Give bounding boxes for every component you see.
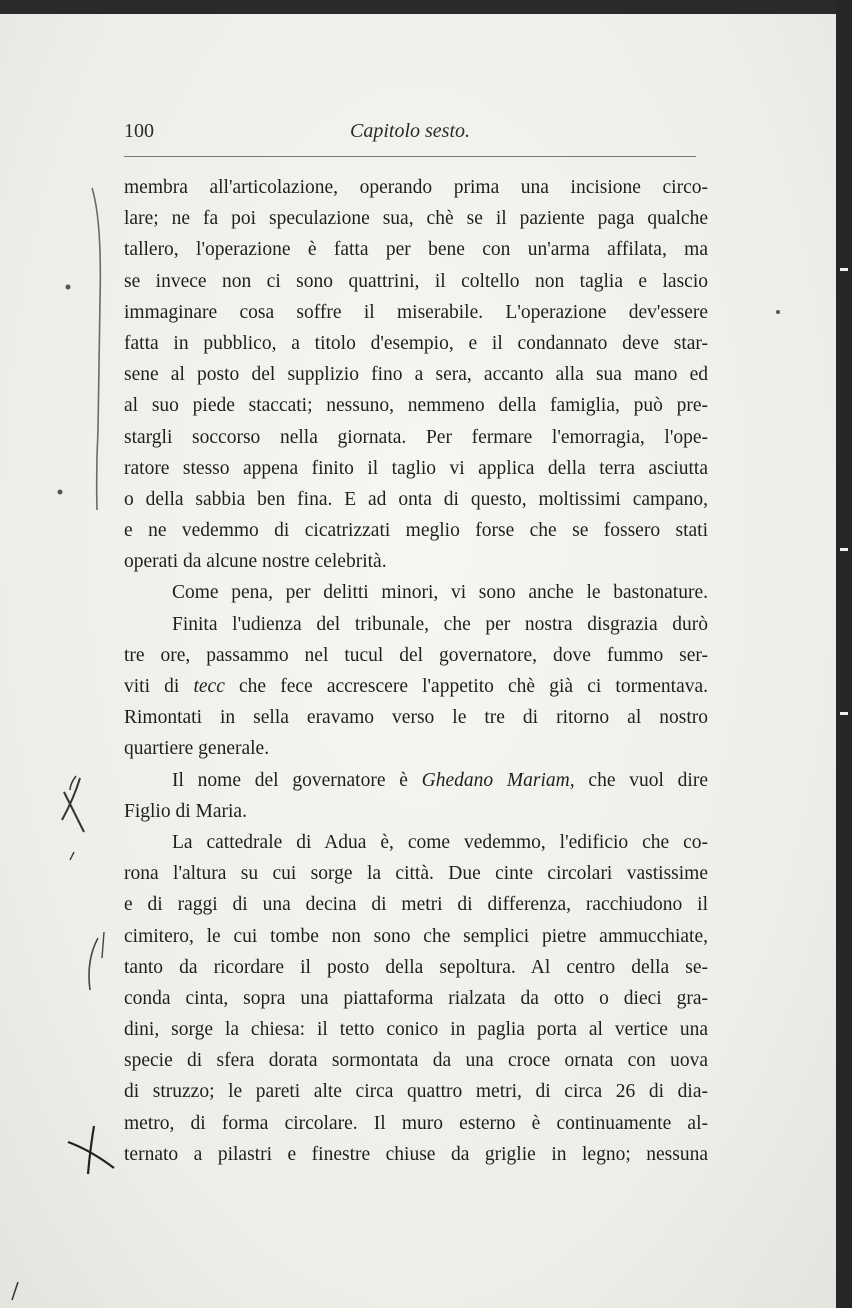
text-line: ternato a pilastri e finestre chiuse da griglie in legno; nessuna [124, 1143, 708, 1165]
text-line: Il nome del governatore è Ghedano Mariam, che vuol dire [172, 769, 708, 791]
text-line: sene al posto del supplizio fino a sera, accanto alla sua mano ed [124, 364, 708, 386]
edge-mark [840, 548, 848, 551]
text-line: dini, sorge la chiesa: il tetto conico in paglia porta al vertice una [124, 1019, 708, 1041]
text-line: o della sabbia ben fina. E ad onta di questo, moltissimi campano, [124, 488, 708, 510]
text-line: cimitero, le cui tombe non sono che semplici pietre ammucchiate, [124, 925, 708, 947]
text-line: metro, di forma circolare. Il muro esterno è continuamente al- [124, 1112, 708, 1134]
scan-top-border [0, 0, 852, 14]
text-line: tallero, l'operazione è fatta per bene con un'arma affilata, ma [124, 239, 708, 261]
text-line: Come pena, per delitti minori, vi sono anche le bastonature. [172, 582, 708, 604]
text-line: tre ore, passammo nel tucul del governatore, dove fummo ser- [124, 644, 708, 666]
running-head [124, 120, 696, 148]
text-line: se invece non ci sono quattrini, il coltello non taglia e lascio [124, 270, 708, 292]
text-line: Finita l'udienza del tribunale, che per nostra disgrazia durò [172, 613, 708, 635]
text-line: di struzzo; le pareti alte circa quattro metri, di circa 26 di dia- [124, 1081, 708, 1103]
text-line: tanto da ricordare il posto della sepoltura. Al centro della se- [124, 956, 708, 978]
text-line: lare; ne fa poi speculazione sua, chè se il paziente paga qualche [124, 208, 708, 230]
text-line: conda cinta, sopra una piattaforma rialzata da otto o dieci gra- [124, 987, 708, 1009]
text-line: Rimontati in sella eravamo verso le tre di ritorno al nostro [124, 707, 708, 729]
page-number: 100 [124, 120, 154, 142]
text-line: membra all'articolazione, operando prima una incisione circo- [124, 177, 708, 198]
text-line: operati da alcune nostre celebrità. [124, 551, 387, 573]
text-line: al suo piede staccati; nessuno, nemmeno della famiglia, può pre- [124, 395, 708, 417]
text-line: e ne vedemmo di cicatrizzati meglio forse che se fossero stati [124, 520, 708, 542]
text-line: Figlio di Maria. [124, 800, 247, 822]
pencil-margin-marks [50, 180, 120, 1200]
header-rule [124, 156, 696, 157]
pencil-tick-mark [4, 1280, 24, 1304]
text-line: rona l'altura su cui sorge la città. Due cinte circolari vastissime [124, 863, 708, 885]
chapter-title: Capitolo sesto. [349, 120, 470, 142]
text-line: immaginare cosa soffre il miserabile. L'operazione dev'essere [124, 301, 708, 323]
text-line: specie di sfera dorata sormontata da una croce ornata con uova [124, 1050, 708, 1072]
text-line: stargli soccorso nella giornata. Per fermare l'emorragia, l'ope- [124, 426, 708, 448]
text-line: fatta in pubblico, a titolo d'esempio, e il condannato deve star- [124, 332, 708, 354]
text-line: ratore stesso appena finito il taglio vi applica della terra asciutta [124, 457, 708, 479]
text-line: quartiere generale. [124, 738, 270, 760]
edge-mark [840, 712, 848, 715]
edge-mark [840, 268, 848, 271]
scan-right-border [836, 0, 852, 1308]
text-line: e di raggi di una decina di metri di differenza, racchiudono il [124, 894, 708, 916]
text-line: La cattedrale di Adua è, come vedemmo, l'edificio che co- [172, 831, 708, 853]
ink-dot [772, 306, 784, 318]
text-line: viti di tecc che fece accrescere l'appetito chè già ci tormentava. [124, 676, 709, 697]
body-text [124, 172, 708, 1170]
